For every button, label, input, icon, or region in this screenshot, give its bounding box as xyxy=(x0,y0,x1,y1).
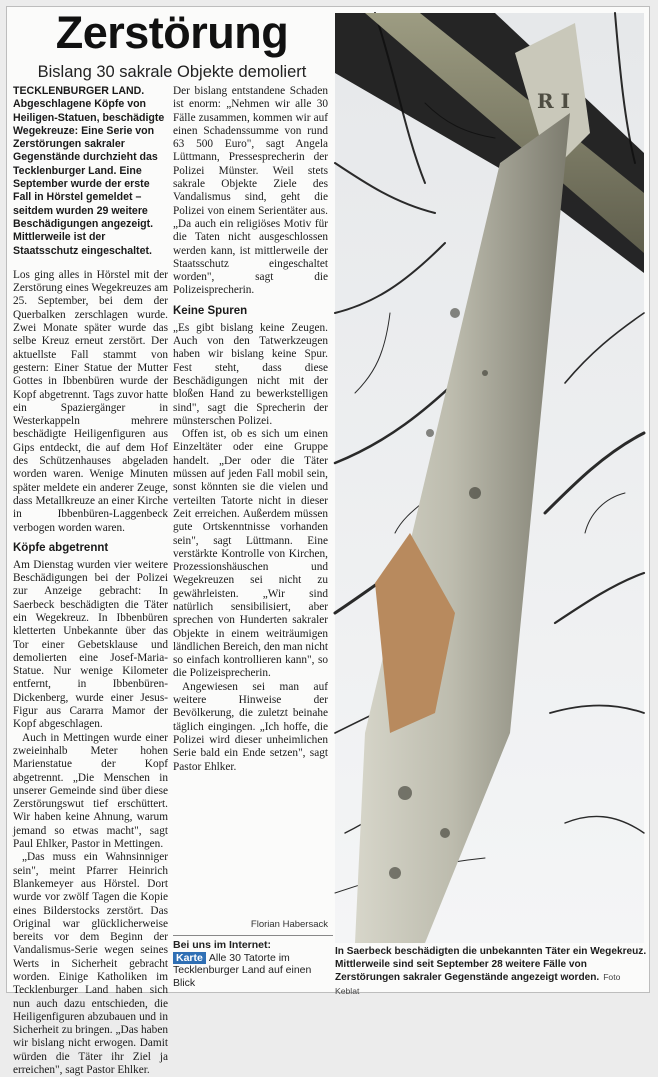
article-column-2 xyxy=(173,85,328,915)
internet-box-title: Bei uns im Internet: xyxy=(173,939,272,951)
photo-caption-text: In Saerbeck beschädigten die unbekannten Täter ein Wegekreuz. Mittlerweile sind seit September 28 weitere Fälle von Zerstörungen sakraler Gegenstände angezeigt worden. xyxy=(335,946,647,984)
article-paragraph: Offen ist, ob es sich um einen Einzeltäter oder eine Gruppe handelt. „Der oder die Täter müssen auf jeden Fall mobil sein, sonst könnten sie die vielen und verteilten Tatorte nicht in dieser Zeit erreichen. Außerdem müssen gute Ortskenntnisse vorhanden sein", sagt Lüttmann. Eine verstärkte Kontrolle von Kirchen, Prozessionshäuschen und Wegekreuzen sei nicht zu gewährleisten. „Wir sind natürlich sensibilisiert, aber sprechen von Hunderten sakraler Objekte in einem weiträumigen ländlichen Bereich, den man nicht so einfach kontrollieren kann", so die Polizeisprecherin. xyxy=(173,428,328,680)
karte-tag[interactable]: Karte xyxy=(173,952,206,965)
cross-photo xyxy=(335,13,644,943)
article-paragraph: „Es gibt bislang keine Zeugen. Auch von den Tatwerkzeugen haben wir bislang keine Spur. Fest steht, dass diese Beschädigungen nicht mit der bloßen Hand zu bewerkstelligen sind", sagt die Sprecherin der münsterschen Polizei. xyxy=(173,321,328,427)
article-paragraph: Der bislang entstandene Schaden ist enorm: „Nehmen wir alle 30 Fälle zusammen, kommen wir auf einen Schadenssumme von rund 63 500 Euro", sagt Angela Lüttmann, Pressesprecherin der Polizei Münster. Weil stets sakrale Objekte Ziele des Vandalismus sind, geht die Polizei von einem Serientäter aus. „Da auch ein religiöses Motiv für die Taten nicht ausgeschlossen werden kann, ist mittlerweile der Staatsschutz eingeschaltet worden", sagt die Polizeisprecherin. xyxy=(173,85,328,297)
internet-box xyxy=(173,935,333,989)
headline: Zerstörung xyxy=(55,7,289,58)
cross-photo-illustration xyxy=(335,13,644,943)
section-subtitle-koepfe: Köpfe abgetrennt xyxy=(13,541,109,554)
photo-caption xyxy=(335,946,647,999)
subheadline: Bislang 30 sakrale Objekte demoliert xyxy=(37,63,307,81)
internet-box-text: Alle 30 Tatorte im Tecklenburger Land auf einen Blick xyxy=(173,951,312,989)
article-paragraph: Angewiesen sei man auf weitere Hinweise der Bevölkerung, die zuletzt beinahe täglich eingingen. „Ich hoffe, die Polizei wird dieser unheimlichen Serie bald ein Ende setzen", sagt Pastor Ehlker. xyxy=(173,680,328,773)
article-paragraph: Am Dienstag wurden vier weitere Beschädigungen bei der Polizei zur Anzeige gebracht: In Saerbeck beschädigten die Täter ein Wegekreuz. In Ibbenbüren kletterten Unbekannte über das Tor einer Gebetsklause und demolierten eine Josef-Maria-Statue. Nur wenige Kilometer entfernt, in Ibbenbüren-Dickenberg, wurde einer Jesus-Figur aus Cararra Mamor der Kopf abgeschlagen. xyxy=(13,558,168,731)
article-column-1 xyxy=(13,85,168,1077)
article-paragraph: Los ging alles in Hörstel mit der Zerstörung eines Wegekreuzes am 25. September, bei dem der Querbalken zerschlagen wurde. Zwei Monate später wurde das selbe Kreuz erneut zerstört. Der aktuellste Fall stammt von gestern: Einer Statue der Mutter Gottes in Ibbenbüren wurde der Kopf abgetrennt. Tags zuvor hatte ein Spaziergänger in Westerkappeln mehrere beschädigte Heiligenfiguren aus Gips entdeckt, die auf dem Hof des Schützenhauses abgeladen worden waren. Wenige Minuten später meldete ein anderer Zeuge, dass Metallkreuze an einer Kirche in Ibbenbüren-Laggenbeck verbogen worden waren. xyxy=(13,268,168,534)
article-paragraph: „Das muss ein Wahnsinniger sein", meint Pfarrer Heinrich Blankemeyer aus Hörstel. Dort wurde vor zwölf Tagen die Kopie eines Bilderstocks zerstört. Das Original war glücklicherweise bereits vor dem Beginn der Vandalismus-Serie wegen seines Werts in Sicherheit gebracht worden. Einige Katholiken im Tecklenburger Land haben sich nun auch dazu entschieden, die Heiligenfiguren abzubauen und in Sicherheit zu bringen. „Das haben wir bislang nicht erwogen. Damit würden die Täter ihr Ziel ja erreichen", sagt Pastor Ehlker. xyxy=(13,851,168,1077)
article-paragraph: Auch in Mettingen wurde einer zweieinhalb Meter hohen Marienstatue der Kopf abgetrennt. „Die Menschen in unserer Gemeinde sind über diese Zerstörungswut tief erschüttert. Wir haben keine Ahnung, warum jemand so etwas macht", sagt Paul Ehlker, Pastor in Mettingen. xyxy=(13,731,168,851)
article-lead: TECKLENBURGER LAND. Abgeschlagene Köpfe von Heiligen-Statuen, beschädigte Wegekreuze: Eine Serie von Zerstörungen sakraler Gegenstände durchzieht das Tecklenburger Land. Eine September wurde der erste Fall in Hörstel gemeldet – seitdem wurden 29 weitere Beschädigungen angezeigt. Mittlerweile ist der Staatsschutz eingeschaltet. xyxy=(13,85,165,257)
author-byline: Florian Habersack xyxy=(250,919,328,930)
newspaper-page xyxy=(6,6,650,1077)
section-subtitle-spuren: Keine Spuren xyxy=(173,304,248,317)
cross-inscription: R I xyxy=(537,89,570,113)
photo-credit: Foto Keblat xyxy=(335,972,621,997)
